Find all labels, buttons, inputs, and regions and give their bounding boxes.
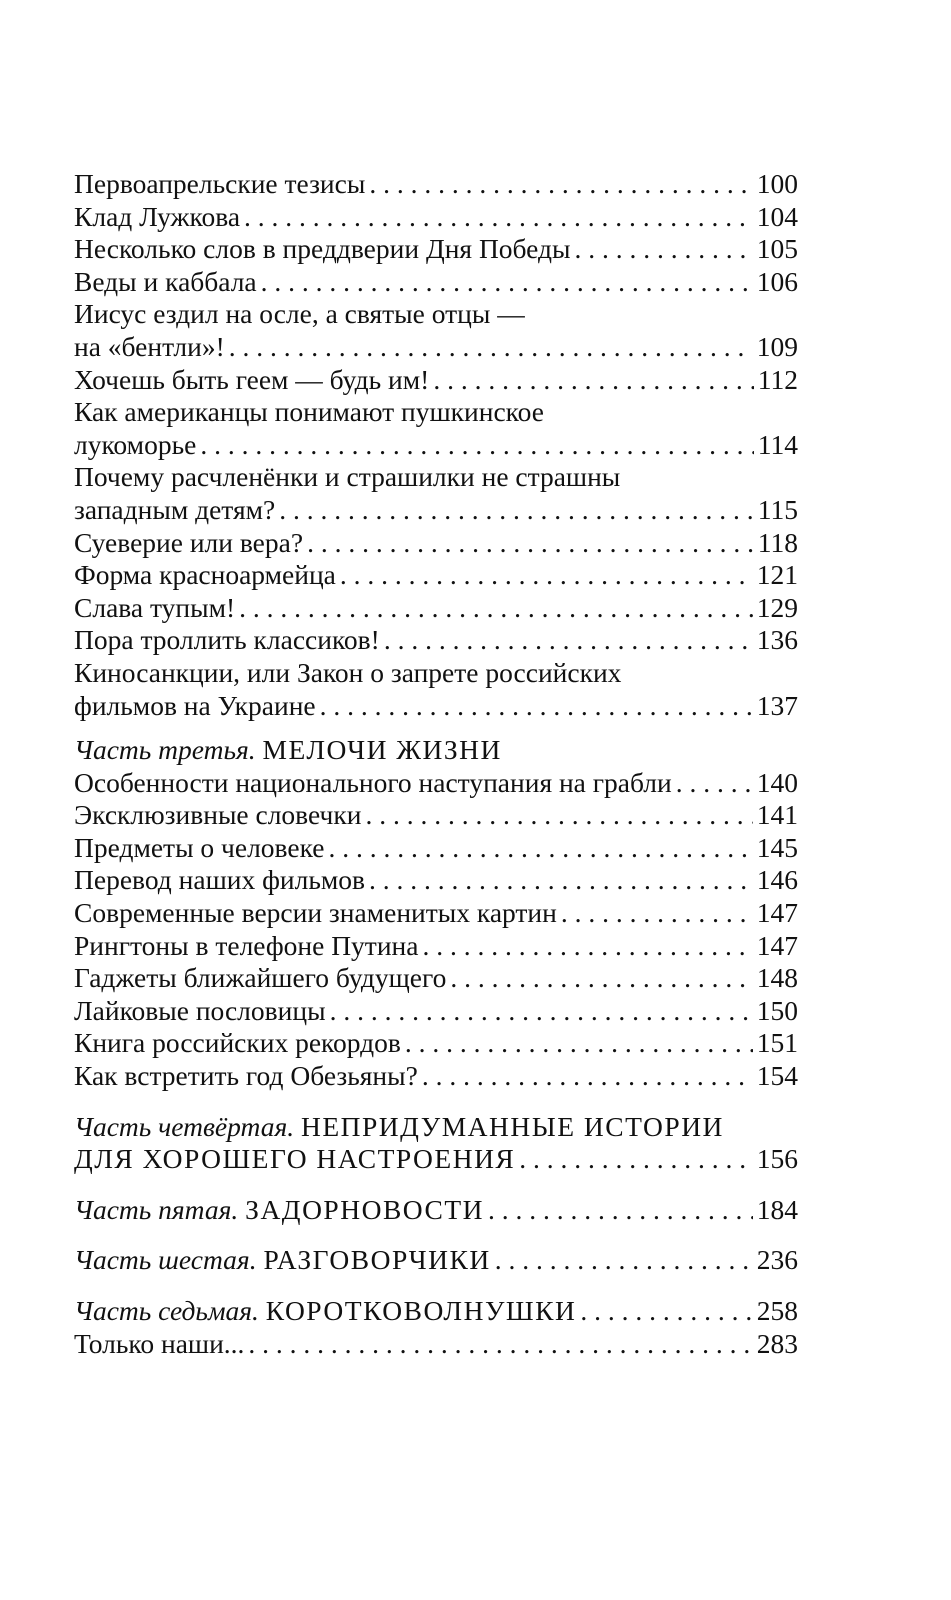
part-label: Часть пятая. [74, 1193, 239, 1225]
dot-leader [248, 1328, 752, 1361]
toc-entry-page: 147 [756, 897, 798, 929]
toc-entry [74, 995, 798, 1028]
toc-entry [74, 168, 798, 201]
toc-entry [74, 331, 798, 364]
toc-entry [74, 494, 798, 527]
dot-leader [433, 364, 753, 397]
toc-entry [74, 1143, 798, 1176]
toc-entry-title: Слава тупым! [74, 591, 236, 623]
toc-entry-title: Гаджеты ближайшего будущего [74, 962, 447, 994]
toc-entry-title: фильмов на Украине [74, 689, 316, 721]
toc-entry-page: 156 [756, 1143, 798, 1175]
dot-leader [384, 624, 753, 657]
dot-leader [239, 592, 753, 625]
toc-entry-title-wrap [74, 657, 798, 690]
dot-leader [328, 832, 752, 865]
dot-leader [450, 962, 752, 995]
toc-entry-title: Современные версии знаменитых картин [74, 897, 557, 929]
part-label: Часть четвёртая. [74, 1110, 295, 1142]
spacer [74, 1176, 798, 1194]
toc-entry [74, 1060, 798, 1093]
part-label: Часть седьмая. [74, 1295, 259, 1326]
dot-leader [676, 767, 753, 800]
dot-leader [320, 690, 753, 723]
dot-leader [200, 429, 753, 462]
toc-entry-page: 112 [757, 363, 798, 395]
toc-entry-page: 106 [756, 265, 798, 297]
toc-entry-title-line1: Иисус ездил на осле, а святые отцы — [74, 298, 525, 330]
toc-entry [74, 624, 798, 657]
dot-leader [307, 527, 754, 560]
toc-entry [74, 429, 798, 462]
dot-leader [561, 897, 753, 930]
dot-leader [488, 1194, 753, 1227]
toc-entry [74, 930, 798, 963]
dot-leader [575, 233, 753, 266]
toc-entry [74, 897, 798, 930]
toc-entry-page: 137 [756, 689, 798, 721]
toc-entry [74, 559, 798, 592]
toc-entry [74, 1328, 798, 1361]
dot-leader [580, 1295, 752, 1328]
toc-entry [74, 592, 798, 625]
toc-entry-page: 151 [756, 1027, 798, 1059]
part-name-line1: НЕПРИДУМАННЫЕ ИСТОРИИ [300, 1110, 724, 1142]
dot-leader [365, 799, 752, 832]
toc-entry [74, 799, 798, 832]
toc-entry [74, 962, 798, 995]
toc-entry [74, 233, 798, 266]
toc-entry-title: Клад Лужкова [74, 200, 241, 232]
toc-entry [74, 864, 798, 897]
toc-entry-page: 104 [756, 200, 798, 232]
toc-entry-title-line1: Почему расчленёнки и страшилки не страшны [74, 461, 621, 493]
part-name-line2: ДЛЯ ХОРОШЕГО НАСТРОЕНИЯ [74, 1143, 516, 1175]
toc-entry-title: Рингтоны в телефоне Путина [74, 929, 419, 961]
toc-entry [74, 527, 798, 560]
part-name: ЗАДОРНОВОСТИ [245, 1193, 484, 1225]
table-of-contents [74, 168, 798, 1360]
dot-leader [369, 864, 753, 897]
toc-entry-title: Особенности национального наступания на грабли [74, 766, 672, 798]
dot-leader [244, 201, 753, 234]
part-name: РАЗГОВОРЧИКИ [263, 1244, 491, 1276]
toc-entry-title: Пора троллить классиков! [74, 624, 380, 656]
dot-leader [229, 331, 753, 364]
toc-entry [74, 1027, 798, 1060]
toc-entry-page: 146 [756, 864, 798, 896]
toc-entry-title: Первоапрельские тезисы [74, 168, 366, 199]
toc-entry-title-line1: Как американцы понимают пушкинское [74, 396, 544, 428]
spacer [74, 722, 798, 734]
toc-entry [74, 364, 798, 397]
toc-entry-page: 145 [756, 831, 798, 863]
part-name: МЕЛОЧИ ЖИЗНИ [262, 734, 502, 766]
toc-entry-page: 136 [756, 624, 798, 656]
dot-leader [405, 1027, 753, 1060]
toc-entry-page: 121 [756, 559, 798, 591]
toc-entry-title: Хочешь быть геем — будь им! [74, 363, 430, 395]
toc-entry-page: 258 [756, 1295, 798, 1326]
dot-leader [330, 995, 753, 1028]
toc-entry [74, 690, 798, 723]
dot-leader [422, 930, 752, 963]
toc-entry-title: Только наши... [74, 1327, 245, 1359]
toc-entry-page: 236 [756, 1244, 798, 1276]
toc-entry-title-wrap [74, 396, 798, 429]
dot-leader [261, 266, 753, 299]
toc-entry-page: 109 [756, 330, 798, 362]
dot-leader [369, 168, 752, 201]
toc-entry-title-wrap [74, 461, 798, 494]
toc-entry [74, 266, 798, 299]
toc-entry [74, 201, 798, 234]
spacer [74, 1277, 798, 1295]
spacer [74, 1226, 798, 1244]
dot-leader [279, 494, 754, 527]
toc-entry-title: Лайковые пословицы [74, 994, 326, 1026]
toc-entry-title-wrap [74, 298, 798, 331]
toc-entry-page: 150 [756, 994, 798, 1026]
toc-entry-page: 141 [756, 799, 798, 831]
part-heading [74, 1111, 798, 1144]
toc-entry [74, 1295, 798, 1328]
toc-entry-title: Книга российских рекордов [74, 1027, 401, 1059]
toc-entry-page: 114 [757, 428, 798, 460]
toc-entry [74, 832, 798, 865]
toc-entry-title: Веды и каббала [74, 265, 257, 297]
toc-entry-title: Предметы о человеке [74, 831, 325, 863]
dot-leader [340, 559, 753, 592]
toc-entry-page: 115 [757, 493, 798, 525]
toc-entry-page: 100 [756, 168, 798, 199]
toc-entry [74, 767, 798, 800]
part-heading [74, 734, 798, 767]
toc-entry-page: 184 [756, 1193, 798, 1225]
part-name: КОРОТКОВОЛНУШКИ [265, 1295, 577, 1326]
toc-entry-title: Как встретить год Обезьяны? [74, 1060, 418, 1092]
toc-entry-page: 129 [756, 591, 798, 623]
toc-entry-title: на «бентли»! [74, 330, 225, 362]
toc-entry [74, 1194, 798, 1227]
dot-leader [495, 1244, 753, 1277]
toc-entry [74, 1244, 798, 1277]
part-label: Часть шестая. [74, 1244, 257, 1276]
dot-leader [422, 1060, 753, 1093]
toc-entry-page: 154 [756, 1060, 798, 1092]
toc-entry-title: Суеверие или вера? [74, 526, 304, 558]
toc-entry-page: 118 [757, 526, 798, 558]
toc-entry-title: Форма красноармейца [74, 559, 336, 591]
toc-entry-page: 283 [756, 1327, 798, 1359]
toc-entry-page: 147 [756, 929, 798, 961]
toc-entry-title: лукоморье [74, 428, 197, 460]
toc-entry-page: 140 [756, 766, 798, 798]
toc-entry-title: Эксклюзивные словечки [74, 799, 362, 831]
spacer [74, 1093, 798, 1111]
toc-entry-title: Несколько слов в преддверии Дня Победы [74, 233, 571, 265]
part-label: Часть третья. [74, 734, 256, 766]
toc-entry-title: Перевод наших фильмов [74, 864, 366, 896]
dot-leader [519, 1143, 752, 1176]
toc-entry-title-line1: Киносанкции, или Закон о запрете российских [74, 656, 622, 688]
toc-entry-page: 148 [756, 962, 798, 994]
toc-entry-page: 105 [756, 233, 798, 265]
toc-entry-title: западным детям? [74, 493, 276, 525]
